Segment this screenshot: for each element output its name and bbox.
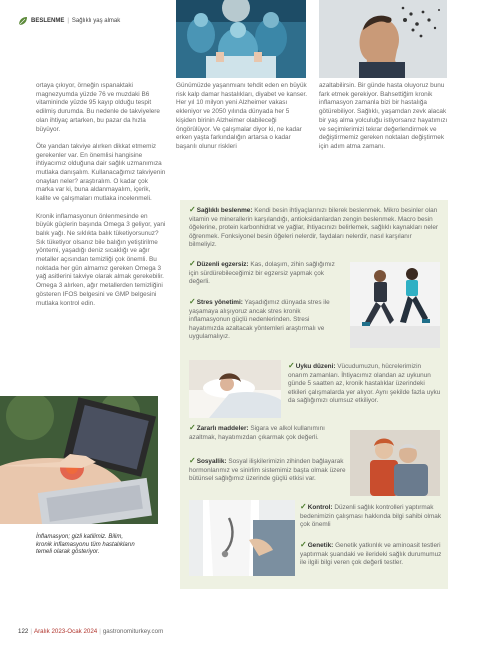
left-paragraph: Kronik inflamasyonun önlenmesinde en büyük güçlerin başında Omega 3 geliyor, yani balık yağı. Ne sıklıkta balık tüketiyorsunuz? Sık tüketiyor olsanız bile balığın yetiştirilme yöntemi, yaşadığı deniz sıcaklığı ve ağır metaller açısından temizliği çok önemli. Bu noktada her gün almamız gereken Omega 3 yağ asitlerini takviye olarak almak gerekebilir. Omega 3 alırken, ağır metallerden temizliğini gösteren IFOS belgesini ve GMP belgesini mutlaka kontrol edin. xyxy=(36,212,166,307)
middle-paragraph: Günümüzde yaşanmıanı tehdit eden en büyük risk kalp damar hastalıkları, diyabet ve kanser. Her yıl 10 milyon yeni Alzheimer vakası ekleniyor ve 2050 yılında dünyada her 5 kişiden birinin Alzheimer olabileceği öngörülüyor. Ve çalışmalar diyor ki, ne kadar erken yaşta farkındalığın artarsa o kadar başarılı olunur riskleri xyxy=(176,82,308,150)
tip-heading: Stres yönetimi: xyxy=(196,299,243,306)
page-number: 122 xyxy=(18,628,29,635)
article-title: Sağlıklı yaş almak xyxy=(71,18,121,24)
tip-exercise xyxy=(189,260,339,287)
tip-text: Sigara ve alkol kullanımını azaltmak, hayatımızdan çıkarmak çok değerli. xyxy=(189,425,325,441)
right-column xyxy=(319,82,449,152)
checkmark-icon: ✓ xyxy=(288,361,295,370)
tip-heading: Düzenli egzersiz: xyxy=(196,261,249,268)
tip-heading: Kontrol: xyxy=(307,504,333,511)
tip-text: Genetik yatkınlık ve aminoasit testleri yaptırmak şuandaki ve ilerideki sağlık durumumuz ile ilgili bilgi veren çok değerli testler. xyxy=(300,542,442,567)
tip-healthy-eating xyxy=(189,206,441,250)
website: gastronomiturkey.com xyxy=(102,628,164,635)
checkmark-icon: ✓ xyxy=(189,423,196,432)
exercise-couple-photo xyxy=(350,262,440,348)
tip-heading: Sağlıklı beslenme: xyxy=(196,207,253,214)
checkmark-icon: ✓ xyxy=(189,259,196,268)
surgery-photo xyxy=(176,0,306,78)
page-footer: 122 | Aralık 2023-Ocak 2024 | gastronomiturkey.com xyxy=(18,628,164,635)
tip-heading: Sosyallik: xyxy=(196,458,227,465)
checkmark-icon: ✓ xyxy=(189,456,196,465)
wrist-pain-photo xyxy=(0,396,158,524)
tip-heading: Uyku düzeni: xyxy=(295,363,336,370)
right-paragraph: azaltabilirsin. Bir günde hasta oluyoruz bunu fark etmek gerekiyor. Bahsettiğim kronik inflamasyon zamanla bizi bir hastalığa götürebiliyor. Sağlıklı, yaşamdan zevk alacak bir yaş alma yolculuğu istiyorsanız hayatımızı ve seçimlerimizi tekrar değerlendirmek ve değiştirmemiz gereken noktaları değiştirmek için adım atma zamanı. xyxy=(319,82,448,150)
checkmark-icon: ✓ xyxy=(300,502,307,511)
tip-stress xyxy=(189,298,339,342)
tip-text: Yaşadığımız dünyada stres ile yaşamaya alışıyoruz ancak stres kronik inflamasyonun güçlü nedenlerinden. Stresi hayatımızda azaltacak yöntemleri araştırmalı ve uygulamalıyız. xyxy=(189,299,330,341)
left-paragraph: ortaya çıkıyor, örneğin ıspanaktaki magnezyumda yüzde 76 ve muzdaki B6 vitamininde yüzde 95 kayıp olduğu tespit edilmiş durumda. Bu nedenle de takviyelere olan ihtiyaç artarken, bu pazar da hızla büyüyor. xyxy=(36,82,160,133)
leaf-icon xyxy=(18,16,28,26)
left-column xyxy=(36,82,166,308)
tip-heading: Zararlı maddeler: xyxy=(196,425,249,432)
tip-text: Kas, dolaşım, zihin sağlığımız için sürdürebileceğimiz bir egzersiz yapmak çok değerli. xyxy=(189,261,335,286)
elderly-couple-photo xyxy=(350,430,440,496)
header-separator: | xyxy=(67,18,69,24)
man-head-dispersing-photo xyxy=(319,0,447,78)
tip-sleep xyxy=(288,362,442,406)
doctor-checkup-photo xyxy=(189,500,295,576)
tip-text: Vücudumuzun, hücrelerimizin onarım zamanları. İhtiyacımız olandan az uykunun günde 5 saatten az, kronik hastalıklar üzerindeki etkileri çalışmalarda yer alıyor. Aynı şekilde fazla uyku da sağlığımızı olumsuz etkiliyor. xyxy=(288,363,441,405)
tip-checkup xyxy=(300,503,442,530)
left-paragraph: Öte yandan takviye alırken dikkat etmemiz gerekenler var. En önemlisi hangisine ihtiyacımız olduğuna dair sağlık uzmanımıza mutlaka danışalım. Kullanacağımız takviyenin onaylan neler? araştıralım. O kadar çok marka var ki, buna aldanmayalım, içerik, kalite ve çalışmaları mutlaka incelenmeli. xyxy=(36,142,166,203)
section-header xyxy=(18,16,120,26)
sleeping-woman-photo xyxy=(189,360,281,418)
tips-box xyxy=(180,200,448,589)
section-name: BESLENME xyxy=(31,18,65,24)
checkmark-icon: ✓ xyxy=(189,205,196,214)
issue-date: Aralık 2023-Ocak 2024 xyxy=(33,628,98,635)
tip-harmful-substances xyxy=(189,424,349,442)
tip-genetics xyxy=(300,541,442,568)
tip-text: Düzenli sağlık kontrolleri yaptırmak bedenimizin çalışması hakkında bilgi sahibi olmak çok önemli xyxy=(300,504,442,529)
tip-text: Sosyal ilişkilerimizin zihinden bağlayarak hormonlarımız ve sinirlim sistemimiz başta olmak üzere bütünsel sağlığımız üzerinde güçlü etkisi var. xyxy=(189,458,346,483)
middle-column xyxy=(176,82,308,152)
tip-heading: Genetik: xyxy=(307,542,334,549)
tip-social xyxy=(189,457,349,484)
tip-text: Kendi besin ihtiyaçlarınızı bilerek beslenmek. Mikro besinler olan vitamin ve minerallerin karşılandığı, antioksidanlardan zengin beslenmek. Macro besin öğelerine, protein karbonhidrat ve yağlar, ihtiyacınızı belirlemek, sağlıklı kaynakları neler öğrenmek. Fonksiyonel besin öğeleri nelerdir, faydaları nelerdir, nasıl karşılanır bilmeliyiz. xyxy=(189,207,439,249)
checkmark-icon: ✓ xyxy=(300,540,307,549)
photo-caption: İnflamasyon; gizli katilimiz. Bilim, kronik inflamasyonu tüm hastalıkların temeli olarak gösteriyor. xyxy=(36,534,135,556)
checkmark-icon: ✓ xyxy=(189,297,196,306)
